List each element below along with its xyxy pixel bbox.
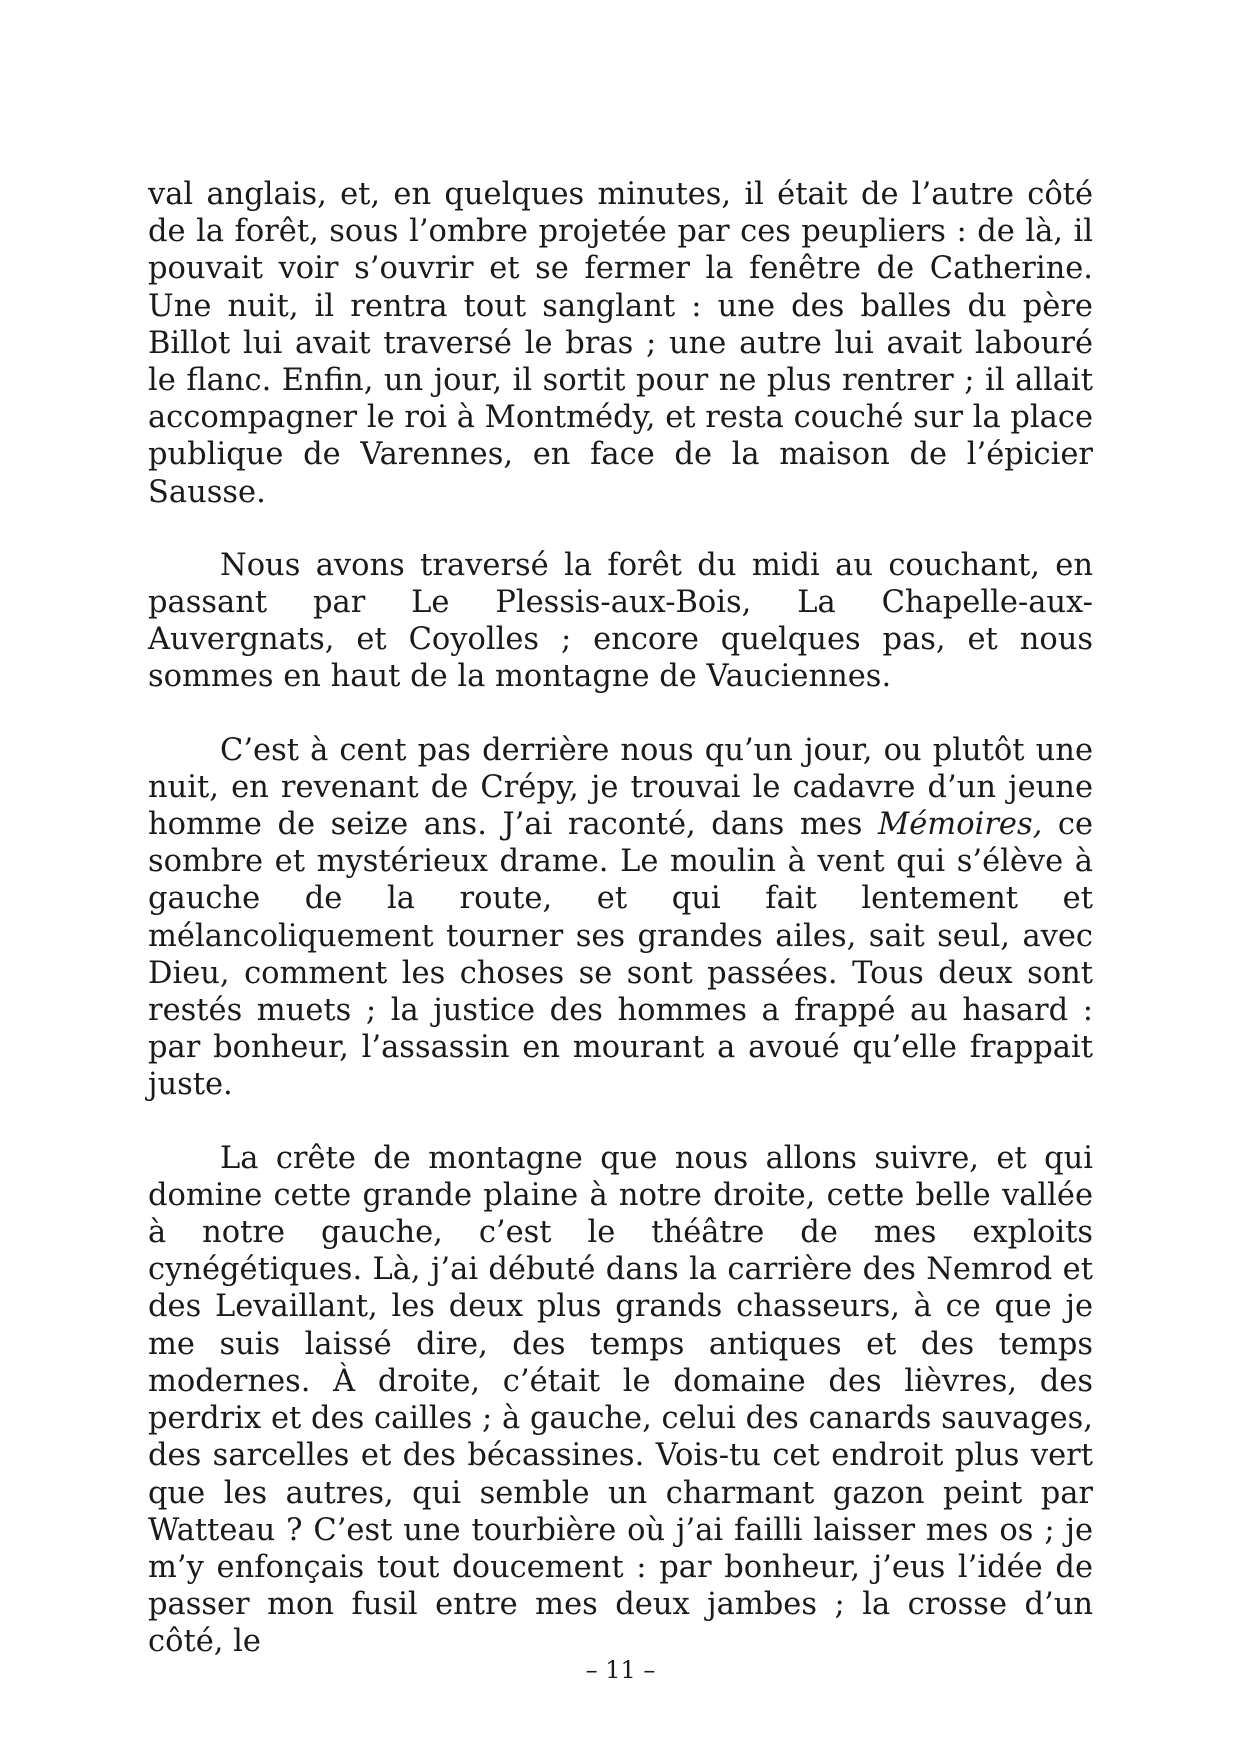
- paragraph-3-text-b: ce sombre et mystérieux drame. Le moulin à vent qui s’élève à gauche de la route, et qui fait lentement et mélancoliquement tourner ses grandes ailes, sait seul, avec Dieu, comment les choses se sont passées. Tous deux sont restés muets ; la justice des hommes a frappé au hasard : par bonheur, l’assassin en mourant a avoué qu’elle frappait juste.: [148, 807, 1094, 1103]
- paragraph-4: [148, 1140, 1093, 1661]
- body-text: [148, 176, 1093, 1661]
- paragraph-4-text: La crête de montagne que nous allons suivre, et qui domine cette grande plaine à notre droite, cette belle vallée à notre gauche, c’est le théâtre de mes exploits cynégétiques. Là, j’ai débuté dans la carrière des Nemrod et des Levaillant, les deux plus grands chasseurs, à ce que je me suis laissé dire, des temps antiques et des temps modernes. À droite, c’était le domaine des lièvres, des perdrix et des cailles ; à gauche, celui des canards sauvages, des sarcelles et des bécassines. Vois-tu cet endroit plus vert que les autres, qui semble un charmant gazon peint par Watteau ? C’est une tourbière où j’ai failli laisser mes os ; je m’y enfonçais tout doucement : par bonheur, j’eus l’idée de passer mon fusil entre mes deux jambes ; la crosse d’un côté, le: [148, 1140, 1093, 1660]
- paragraph-3-text-a: C’est à cent pas derrière nous qu’un jour, ou plutôt une nuit, en revenant de Crépy, je trouvai le cadavre d’un jeune homme de seize ans. J’ai raconté, dans mes: [148, 732, 1093, 843]
- paragraph-3: [148, 732, 1093, 1104]
- paragraph-gap: [148, 511, 1093, 547]
- paragraph-gap: [148, 1104, 1093, 1140]
- page-number: – 11 –: [585, 1656, 656, 1684]
- paragraph-2: [148, 547, 1093, 696]
- paragraph-gap: [148, 696, 1093, 732]
- paragraph-1-text: val anglais, et, en quelques minutes, il était de l’autre côté de la forêt, sous l’ombre projetée par ces peupliers : de là, il pouvait voir s’ouvrir et se fermer la fenêtre de Catherine. Une nuit, il rentra tout sanglant : une des balles du père Billot lui avait traversé le bras ; une autre lui avait labouré le flanc. Enfin, un jour, il sortit pour ne plus rentrer ; il allait accompagner le roi à Montmédy, et resta couché sur la place publique de Varennes, en face de la maison de l’épicier Sausse.: [148, 177, 1093, 510]
- paragraph-2-text: Nous avons traversé la forêt du midi au couchant, en passant par Le Plessis-aux-Bois, La Chapelle-aux-Auvergnats, et Coyolles ; encore quelques pas, et nous sommes en haut de la montagne de Vauciennes.: [148, 547, 1093, 695]
- paragraph-1: [148, 176, 1093, 511]
- book-title-memoires: Mémoires,: [878, 807, 1043, 843]
